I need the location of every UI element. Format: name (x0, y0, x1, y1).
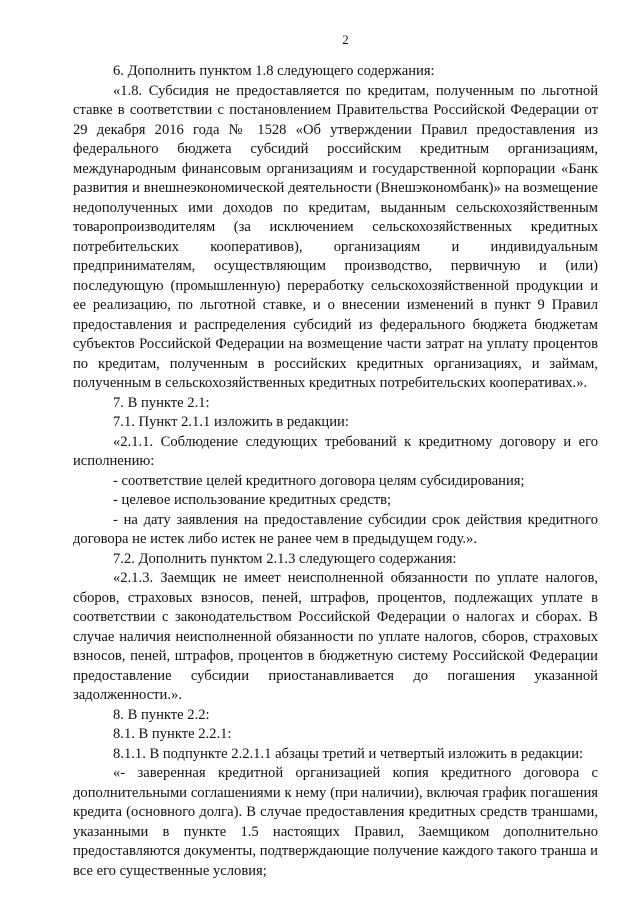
paragraph-item-6: 6. Дополнить пунктом 1.8 следующего содержания: (113, 63, 435, 79)
paragraph-clause-2-1-1: «2.1.1. Соблюдение следующих требований к кредитному договору и его исполнению: (73, 433, 598, 469)
paragraph-item-7: 7. В пункте 2.1: (113, 394, 210, 411)
list-item-term: - на дату заявления на предоставление субсидии срок действия кредитного договора не истек либо истек не ранее чем в предыдущем году.». (73, 511, 598, 547)
list-item-purpose: - соответствие целей кредитного договора целям субсидирования; (113, 472, 525, 489)
paragraph-quoted-list-item: «- заверенная кредитной организацией копия кредитного договора с дополнительными соглашениями к нему (при наличии), включая график погашения кредита (основного долга). В случае предоставления кредитных средств траншами, указанными в пункте 1.5 настоящих Правил, Заемщиком дополнительно предоставляются документы, подтверждающие получение каждого такого транша и все его существенные условия; (73, 765, 598, 879)
paragraph-item-8-1-1: 8.1.1. В подпункте 2.2.1.1 абзацы третий и четвертый изложить в редакции: (113, 745, 584, 762)
paragraph-clause-2-1-3: «2.1.3. Заемщик не имеет неисполненной обязанности по уплате налогов, сборов, страховых взносов, пеней, штрафов, процентов, подлежащих уплате в соответствии с законодательством Российской Федерации о налогах и сборах. В случае наличия неисполненной обязанности по уплате налогов, сборов, страховых взносов, пеней, штрафов, процентов в бюджетную систему Российской Федерации предоставление субсидии приостанавливается до погашения указанной задолженности.». (73, 570, 598, 703)
paragraph-clause-1-8: «1.8. Субсидия не предоставляется по кредитам, полученным по льготной ставке в соответствии с постановлением Правительства Российской Федерации от 29 декабря 2016 года № 1528 «Об утверждении Правил предоставления из федерального бюджета субсидий российским кредитным организациям, международным финансовым организациям и государственной корпорации «Банк развития и внешнеэкономической деятельности (Внешэкономбанк)» на возмещение недополученных ими доходов по кредитам, выданным сельскохозяйственным товаропроизводителям (за исключением сельскохозяйственных кредитных потребительских кооперативов), организациям и индивидуальным предпринимателям, осуществляющим производство, первичную и (или) последующую (промышленную) переработку сельскохозяйственной продукции и ее реализацию, по льготной ставке, и о внесении изменений в пункт 9 Правил предоставления и распределения субсидий из федерального бюджета бюджетам субъектов Российской Федерации на возмещение части затрат на уплату процентов по кредитам, полученным в российских кредитных организациях, и займам, полученным в сельскохозяйственных кредитных потребительских кооперативах.». (73, 82, 598, 391)
page-number: 2 (342, 32, 349, 47)
list-item-targeted-use: - целевое использование кредитных средств; (113, 492, 392, 508)
paragraph-item-8: 8. В пункте 2.2: (113, 706, 210, 723)
paragraph-item-7-2: 7.2. Дополнить пунктом 2.1.3 следующего содержания: (113, 550, 457, 567)
paragraph-item-7-1: 7.1. Пункт 2.1.1 изложить в редакции: (113, 414, 349, 430)
paragraph-item-8-1: 8.1. В пункте 2.2.1: (113, 726, 232, 742)
